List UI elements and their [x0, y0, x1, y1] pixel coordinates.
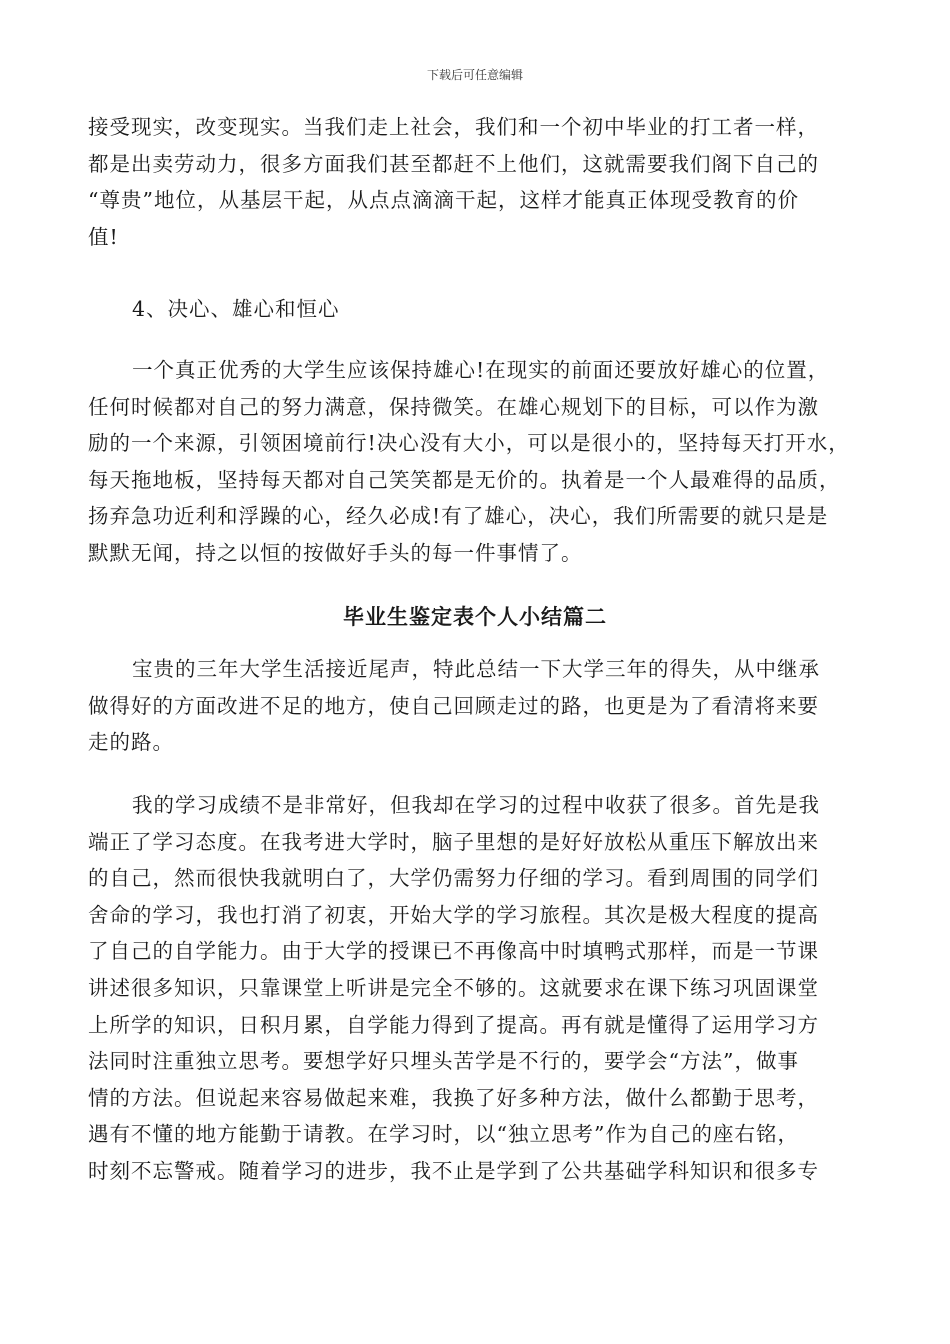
text-line: 上所学的知识，日积月累，自学能力得到了提高。再有就是懂得了运用学习方: [88, 1012, 819, 1037]
text-line: 端正了学习态度。在我考进大学时，脑子里想的是好好放松从重压下解放出来: [88, 829, 819, 854]
paragraph-heading-4: [88, 291, 868, 328]
paragraph-reality: [88, 109, 868, 255]
text-line: 的自己，然而很快我就明白了，大学仍需努力仔细的学习。看到周围的同学们: [88, 866, 819, 891]
text-line: 都是出卖劳动力，很多方面我们甚至都赶不上他们，这就需要我们阁下自己的: [88, 151, 819, 176]
text-line: 时刻不忘警戒。随着学习的进步，我不止是学到了公共基础学科知识和很多专: [88, 1158, 819, 1183]
text-line: 法同时注重独立思考。要想学好只埋头苦学是不行的，要学会“方法”，做事: [88, 1049, 799, 1074]
text-line: 值!: [88, 224, 119, 249]
text-line: 走的路。: [88, 730, 174, 755]
paragraph-intro: [88, 651, 868, 761]
text-line: 讲述很多知识，只靠课堂上听讲是完全不够的。这就要求在课下练习巩固课堂: [88, 975, 819, 1000]
text-line: 遇有不懂的地方能勤于请教。在学习时，以“独立思考”作为自己的座右铭，: [88, 1122, 799, 1147]
text-line: 接受现实，改变现实。当我们走上社会，我们和一个初中毕业的打工者一样，: [88, 115, 819, 139]
text-line: 每天拖地板，坚持每天都对自己笑笑都是无价的。执着是一个人最难得的品质，: [88, 467, 841, 492]
page-header: 下载后可任意编辑: [426, 68, 523, 82]
text-line: 扬弃急功近利和浮躁的心，经久必成!有了雄心，决心，我们所需要的就只是是: [88, 504, 829, 529]
text-line: “尊贵”地位，从基层干起，从点点滴滴干起，这样才能真正体现受教育的价: [88, 188, 799, 213]
paragraph-ambition: [88, 352, 868, 572]
text-line: 励的一个来源，引领困境前行!决心没有大小，可以是很小的，坚持每天打开水，: [88, 431, 850, 456]
text-line: 我的学习成绩不是非常好，但我却在学习的过程中收获了很多。首先是我: [132, 793, 820, 817]
text-line: 一个真正优秀的大学生应该保持雄心!在现实的前面还要放好雄心的位置，: [132, 358, 830, 382]
text-line: 做得好的方面改进不足的地方，使自己回顾走过的路，也更是为了看清将来要: [88, 693, 819, 718]
text-line: 舍命的学习，我也打消了初衷，开始大学的学习旅程。其次是极大程度的提高: [88, 902, 819, 927]
text-line: 宝贵的三年大学生活接近尾声，特此总结一下大学三年的得失，从中继承: [132, 657, 820, 681]
text-line: 任何时候都对自己的努力满意，保持微笑。在雄心规划下的目标，可以作为激: [88, 394, 819, 419]
subheading: 4、决心、雄心和恒心: [132, 297, 340, 321]
text-line: 默默无闻，持之以恒的按做好手头的每一件事情了。: [88, 540, 583, 565]
paragraph-study: [88, 787, 868, 1190]
text-line: 了自己的自学能力。由于大学的授课已不再像高中时填鸭式那样，而是一节课: [88, 939, 819, 964]
section-title: 毕业生鉴定表个人小结篇二: [343, 605, 607, 629]
text-line: 情的方法。但说起来容易做起来难，我换了好多种方法，做什么都勤于思考，: [88, 1085, 819, 1110]
